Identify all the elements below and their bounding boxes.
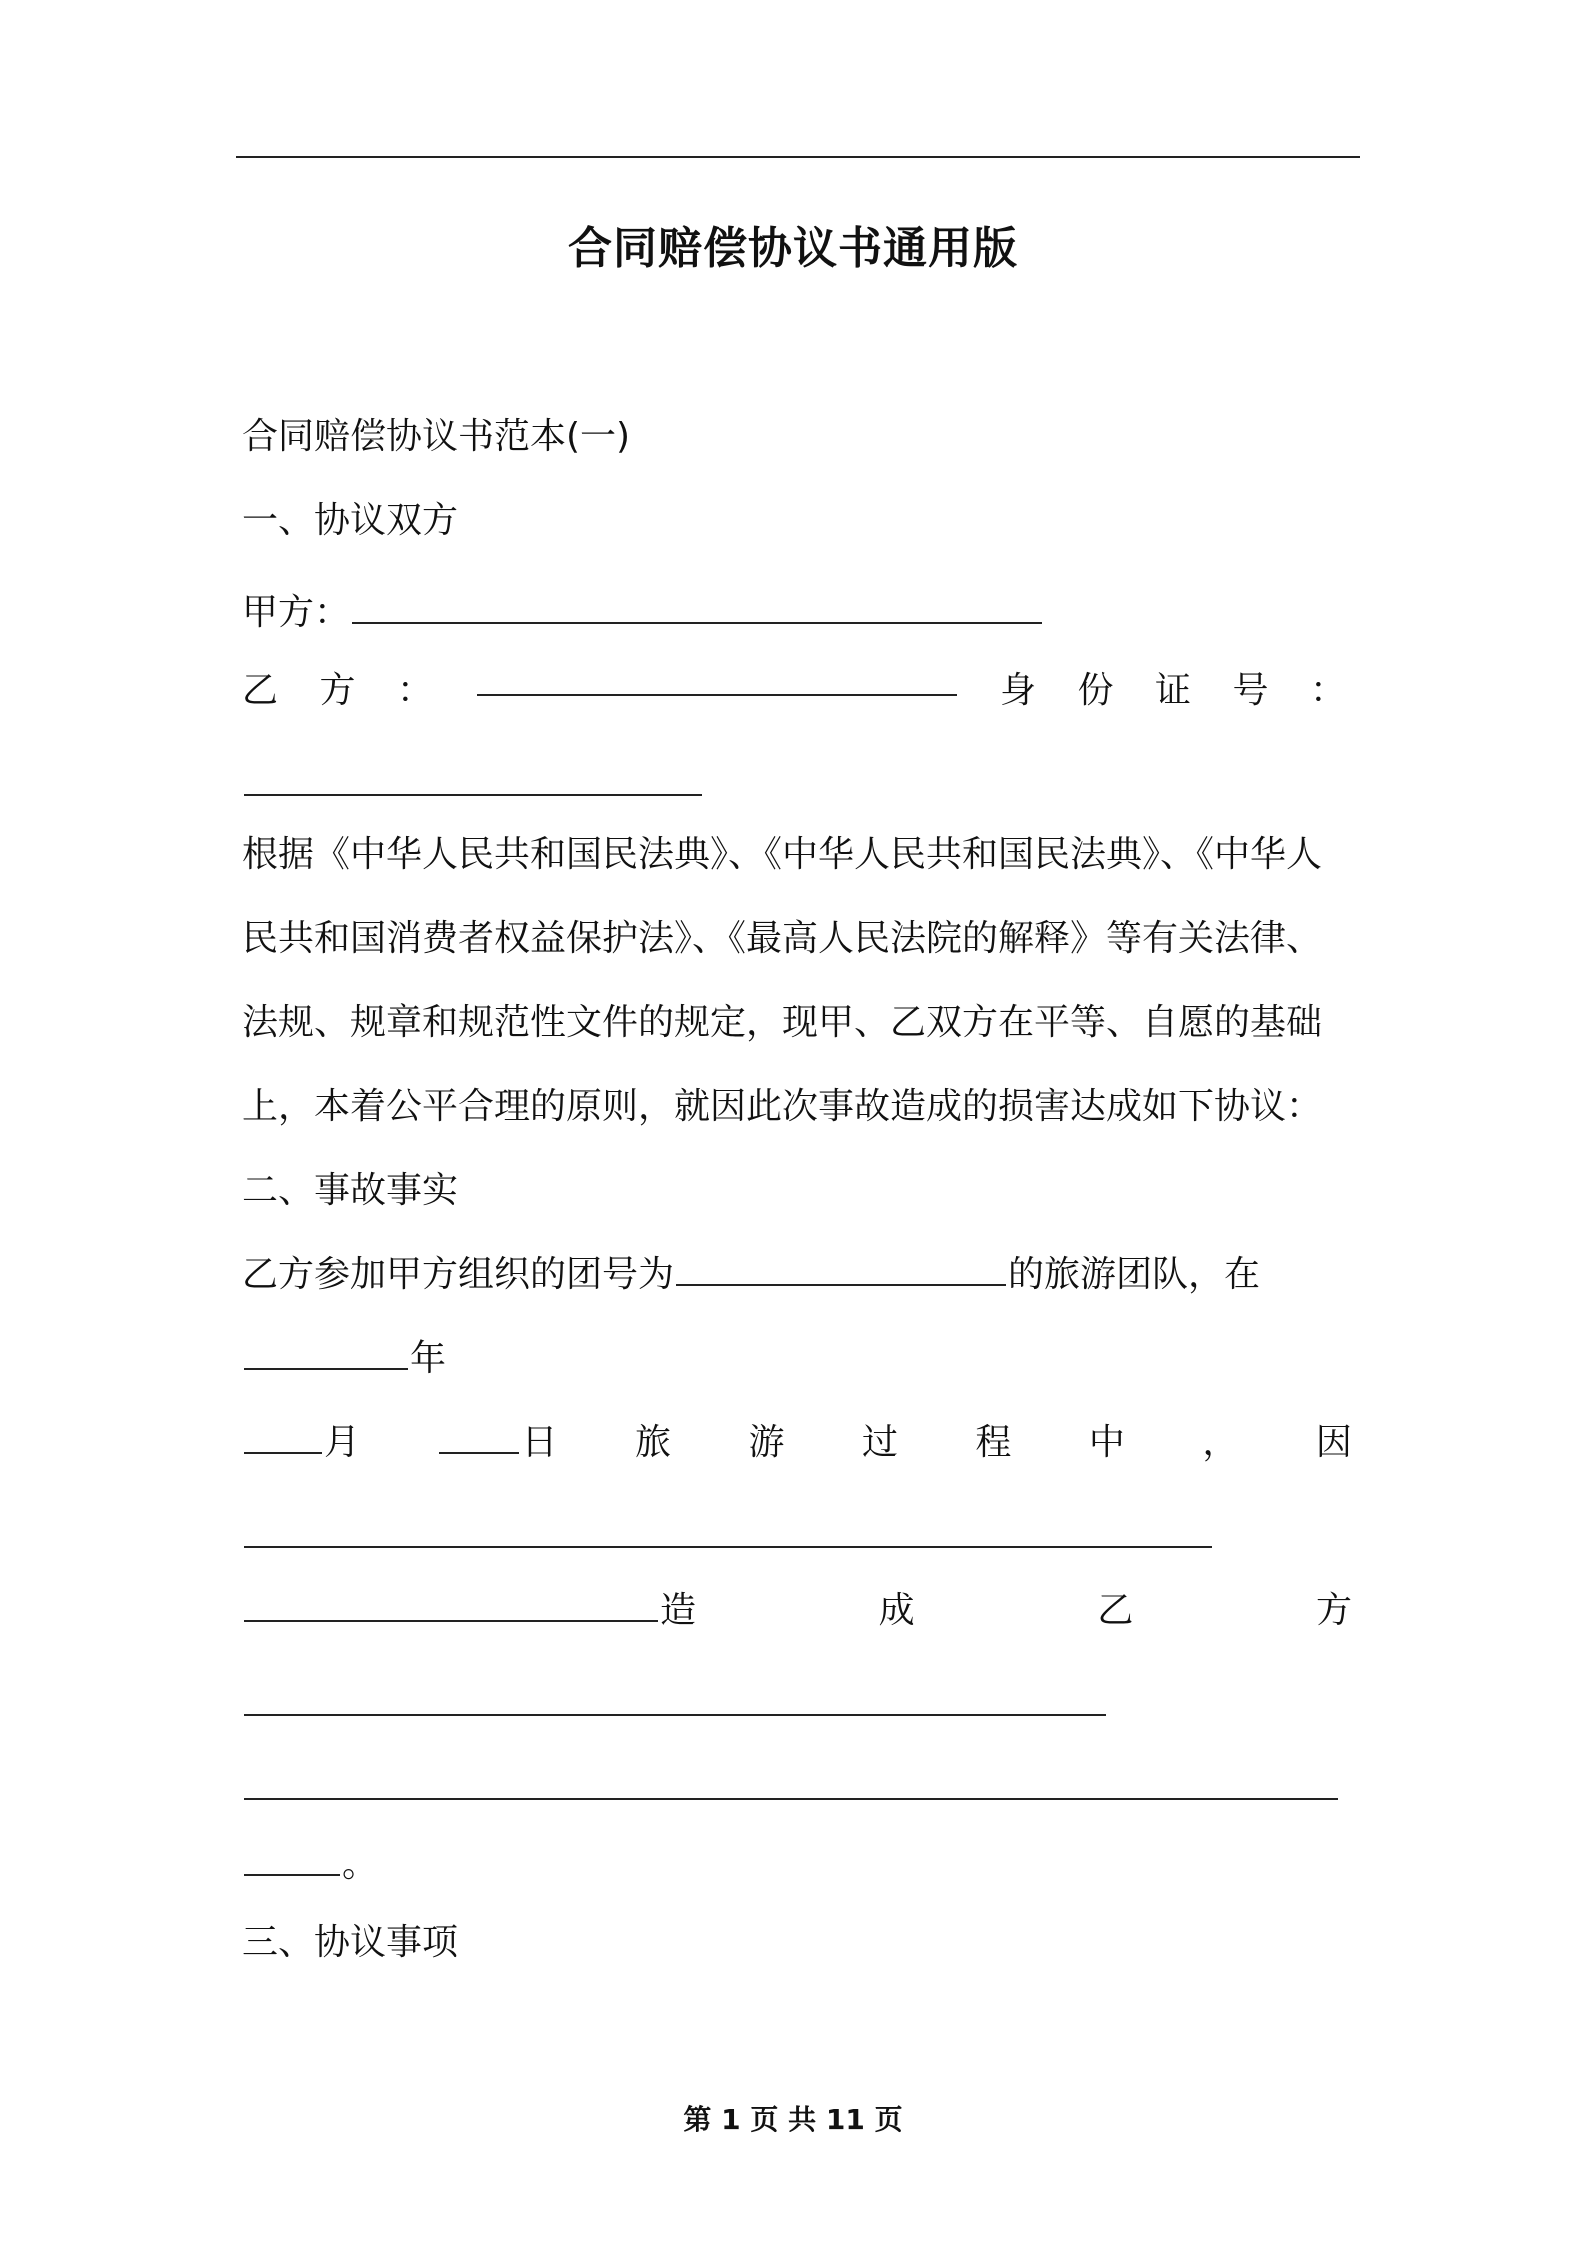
cause-blank-2 — [244, 1592, 658, 1622]
id-label-char: 身 — [999, 670, 1036, 711]
cause-char: 乙 — [1097, 1590, 1134, 1631]
travel-char: 中 — [1088, 1422, 1125, 1463]
travel-char: 旅 — [634, 1422, 671, 1463]
accident-text: 的旅游团队，在 — [1008, 1254, 1261, 1295]
para1-line: 民共和国消费者权益保护法》、《最高人民法院的解释》等有关法律、 — [242, 918, 1323, 959]
month-group — [242, 1418, 360, 1468]
party-b-line — [242, 666, 1346, 716]
travel-char: 游 — [748, 1422, 785, 1463]
party-a-label: 甲方： — [242, 592, 351, 633]
cause-char: 方 — [1315, 1590, 1352, 1631]
result-line — [242, 1586, 1352, 1636]
subtitle: 合同赔偿协议书范本(一) — [242, 416, 631, 457]
cause-group — [242, 1586, 696, 1636]
page-footer: 第 1 页 共 11 页 — [683, 2103, 903, 2136]
day-blank — [439, 1424, 519, 1454]
damage-blank — [244, 1686, 1106, 1716]
id-label-char: ： — [1309, 670, 1346, 711]
damage-blank-2 — [244, 1770, 1338, 1800]
day-group — [437, 1418, 557, 1468]
id-label-char: 证 — [1154, 670, 1191, 711]
party-a-blank — [352, 594, 1042, 624]
damage-blank-line-2 — [242, 1764, 1340, 1814]
cause-blank — [244, 1518, 1212, 1548]
month-blank — [244, 1424, 322, 1454]
team-number-blank — [676, 1256, 1006, 1286]
id-number-blank — [244, 766, 702, 796]
cause-char: 成 — [878, 1590, 915, 1631]
cause-char: 造 — [660, 1590, 697, 1631]
para1-line: 法规、规章和规范性文件的规定，现甲、乙双方在平等、自愿的基础 — [242, 1002, 1323, 1043]
id-number-line — [242, 760, 704, 810]
damage-end-line — [242, 1840, 378, 1890]
travel-char: 因 — [1315, 1422, 1352, 1463]
section-heading-accident: 二、事故事实 — [242, 1170, 459, 1211]
section-heading-terms: 三、协议事项 — [242, 1922, 459, 1963]
party-b-char: 乙 — [242, 670, 279, 711]
para1-line: 根据《中华人民共和国民法典》、《中华人民共和国民法典》、《中华人 — [242, 834, 1323, 875]
damage-end-blank — [244, 1846, 340, 1876]
header-rule — [236, 156, 1360, 158]
period: 。 — [342, 1844, 379, 1885]
travel-char: 程 — [975, 1422, 1012, 1463]
party-a-line — [242, 588, 1044, 638]
travel-char: 过 — [861, 1422, 898, 1463]
id-label-char: 号 — [1232, 670, 1269, 711]
day-char: 日 — [521, 1422, 558, 1463]
party-b-char: ： — [397, 670, 434, 711]
year-line — [242, 1334, 446, 1384]
accident-text: 乙方参加甲方组织的团号为 — [242, 1254, 675, 1295]
date-travel-line — [242, 1418, 1352, 1468]
month-char: 月 — [324, 1422, 361, 1463]
year-char: 年 — [410, 1338, 447, 1379]
document-title: 合同赔偿协议书通用版 — [568, 223, 1018, 274]
id-label-char: 份 — [1077, 670, 1114, 711]
party-b-blank — [477, 666, 957, 696]
accident-line-1 — [242, 1250, 1260, 1300]
cause-blank-line — [242, 1512, 1214, 1562]
section-heading-parties: 一、协议双方 — [242, 500, 459, 541]
party-b-char: 方 — [319, 670, 356, 711]
year-blank — [244, 1340, 408, 1370]
para1-line: 上，本着公平合理的原则，就因此次事故造成的损害达成如下协议： — [242, 1086, 1323, 1127]
travel-char: ， — [1202, 1422, 1239, 1463]
damage-blank-line — [242, 1680, 1108, 1730]
